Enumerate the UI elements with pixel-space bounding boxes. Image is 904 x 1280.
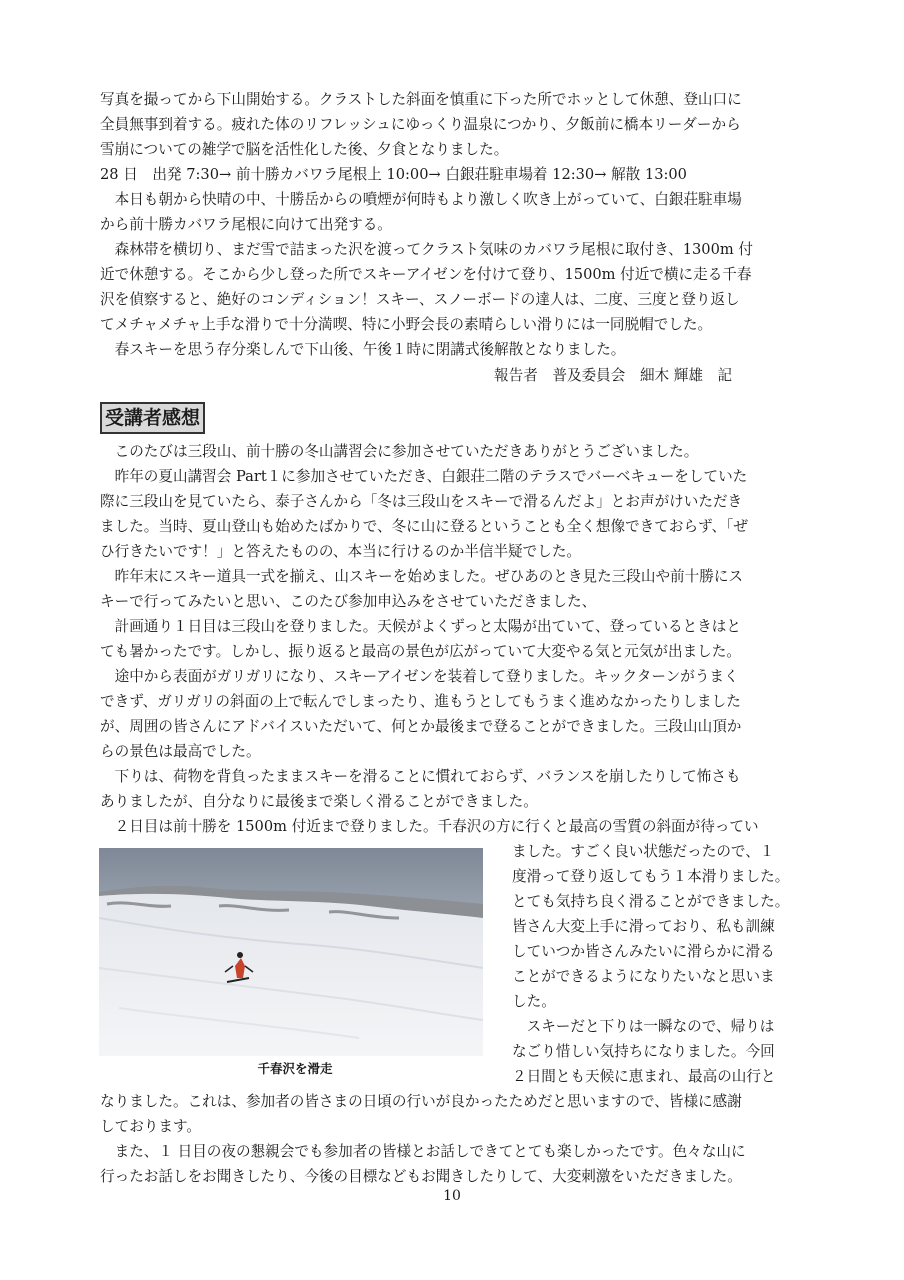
report-line: 森林帯を横切り、まだ雪で詰まった沢を渡ってクラスト気味のカバワラ尾根に取付き、1300m 付: [100, 241, 753, 258]
report-line: 全員無事到着する。疲れた体のリフレッシュにゆっくり温泉につかり、夕飯前に橋本リーダーから: [100, 116, 741, 133]
impression-side-line: した。: [512, 993, 556, 1010]
impression-side-line: なごり惜しい気持ちになりました。今回: [512, 1043, 775, 1060]
report-line: てメチャメチャ上手な滑りで十分満喫、特に小野会長の素晴らしい滑りには一同脱帽でした。: [100, 316, 713, 333]
report-line: 春スキーを思う存分楽しんで下山後、午後１時に閉講式後解散となりました。: [100, 341, 626, 358]
impression-side-line: していつか皆さんみたいに滑らかに滑る: [512, 943, 775, 960]
impression-line: ありましたが、自分なりに最後まで楽しく滑ることができました。: [100, 793, 538, 810]
impression-line: ひ行きたいです！」と答えたものの、本当に行けるのか半信半疑でした。: [100, 543, 582, 560]
photo-caption: 千春沢を滑走: [257, 1061, 333, 1076]
impression-side-line: ました。すごく良い状態だったので、１: [512, 843, 775, 860]
impression-line: ２日目は前十勝を 1500m 付近まで登りました。千春沢の方に行くと最高の雪質の斜面が待ってい: [100, 818, 759, 835]
skiing-photo: [99, 848, 483, 1056]
impression-line: ても暑かったです。しかし、振り返ると最高の景色が広がっていて大変やる気と元気が出ました。: [100, 643, 741, 660]
impression-side-line: 度滑って登り返してもう１本滑りました。: [512, 868, 790, 885]
report-line: 写真を撮ってから下山開始する。クラストした斜面を慎重に下った所でホッとして休憩、登山口に: [100, 91, 742, 108]
impression-line: このたびは三段山、前十勝の冬山講習会に参加させていただきありがとうございました。: [100, 443, 699, 460]
impression-side-line: 皆さん大変上手に滑っており、私も訓練: [512, 918, 775, 935]
impression-line: が、周囲の皆さんにアドバイスいただいて、何とか最後まで登ることができました。三段山山頂か: [100, 718, 742, 735]
report-line: 本日も朝から快晴の中、十勝岳からの噴煙が何時もより激しく吹き上がっていて、白銀荘駐車場: [100, 191, 742, 208]
impression-line: 際に三段山を見ていたら、泰子さんから「冬は三段山をスキーで滑るんだよ」とお声がけいただき: [100, 493, 743, 510]
impression-line: ました。当時、夏山登山も始めたばかりで、冬に山に登るということも全く想像できておらず、「ぜ: [100, 518, 748, 535]
impression-line: 昨年の夏山講習会 Part１に参加させていただき、白銀荘二階のテラスでバーベキューをしていた: [100, 468, 748, 485]
report-line: 雪崩についての雑学で脳を活性化した後、夕食となりました。: [100, 141, 509, 158]
impression-line: 計画通り１日目は三段山を登りました。天候がよくずっと太陽が出ていて、登っているときはと: [100, 618, 741, 635]
impression-line: 下りは、荷物を背負ったままスキーを滑ることに慣れておらず、バランスを崩したりして怖さも: [100, 768, 741, 785]
report-line: 近で休憩する。そこから少し登った所でスキーアイゼンを付けて登り、1500m 付近で横に走る千春: [100, 266, 752, 283]
page-number: 10: [443, 1188, 461, 1204]
schedule-line: 28 日 出発 7:30→ 前十勝カバワラ尾根上 10:00→ 白銀荘駐車場着 12:30→ 解散 13:00: [100, 166, 687, 183]
impression-line: しております。: [100, 1118, 201, 1135]
impression-side-line: ２日間とも天候に恵まれ、最高の山行と: [512, 1068, 776, 1085]
impression-line: なりました。これは、参加者の皆さまの日頃の行いが良かったためだと思いますので、皆様に感謝: [100, 1093, 742, 1110]
report-signature: 報告者 普及委員会 細木 輝雄 記: [494, 367, 733, 384]
report-line: から前十勝カバワラ尾根に向けて出発する。: [100, 216, 392, 233]
impression-line: らの景色は最高でした。: [100, 743, 261, 760]
impression-line: 行ったお話しをお聞きしたり、今後の目標などもお聞きしたりして、大変刺激をいただきました。: [100, 1168, 742, 1185]
impression-line: 昨年末にスキー道具一式を揃え、山スキーを始めました。ぜひあのとき見た三段山や前十勝にス: [100, 568, 744, 585]
impression-side-line: とても気持ち良く滑ることができました。: [512, 893, 790, 910]
impression-line: キーで行ってみたいと思い、このたび参加申込みをさせていただきました、: [100, 593, 597, 610]
impression-side-line: スキーだと下りは一瞬なので、帰りは: [512, 1018, 775, 1035]
section-title: 受講者感想: [100, 402, 205, 434]
impression-line: できず、ガリガリの斜面の上で転んでしまったり、進もうとしてもうまく進めなかったりしました: [100, 693, 741, 710]
impression-line: 途中から表面がガリガリになり、スキーアイゼンを装着して登りました。キックターンがうまく: [100, 668, 739, 685]
impression-side-line: ことができるようになりたいなと思いま: [512, 968, 775, 985]
impression-line: また、１ 日目の夜の懇親会でも参加者の皆様とお話しできてとても楽しかったです。色々な山に: [100, 1143, 746, 1160]
report-line: 沢を偵察すると、絶好のコンディション！スキー、スノーボードの達人は、二度、三度と登り返し: [100, 291, 740, 308]
